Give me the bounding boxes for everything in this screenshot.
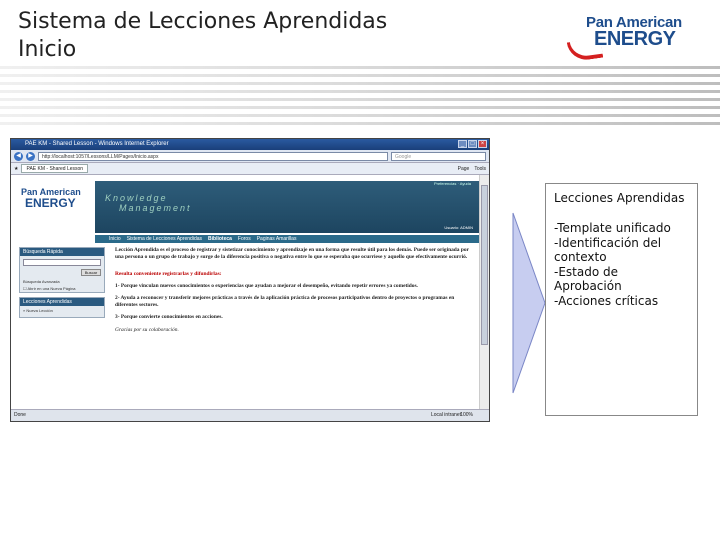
site-content <box>115 247 475 339</box>
logo-line-1: Pan American <box>586 14 682 31</box>
nav-inicio[interactable]: Inicio <box>109 236 121 242</box>
title-line-2: Inicio <box>18 37 77 62</box>
content-item-3: 3- Porque convierte conocimientos en acciones. <box>115 314 223 320</box>
site-top-links[interactable]: Preferencias · Ayuda <box>433 181 471 186</box>
feature-item: -Estado de Aprobación <box>554 264 622 293</box>
feature-item: -Identificación del contexto <box>554 235 662 264</box>
content-heading: Resulta conveniente registrarlas y difundirlas: <box>115 271 222 277</box>
page-scrollbar[interactable] <box>479 175 489 411</box>
browser-status-bar <box>11 409 489 421</box>
slide-title <box>18 8 387 64</box>
title-line-1: Sistema de Lecciones Aprendidas <box>18 9 388 34</box>
nav-paginas-amarillas[interactable]: Paginas Amarillas <box>256 236 297 242</box>
banner-title-2: Management <box>119 203 192 213</box>
company-logo <box>580 14 695 54</box>
back-icon[interactable]: ◀ <box>14 152 23 161</box>
content-item-2: 2- Ayuda a reconocer y transferir mejores prácticas a través de la aplicación práctica de procesos participativos dentro de proyectos o programas en diferentes sectores. <box>115 295 455 308</box>
status-text: Done <box>14 412 26 418</box>
browser-search-input[interactable]: Google <box>391 152 486 161</box>
advanced-search-link[interactable]: Búsqueda Avanzada <box>23 279 60 284</box>
quick-search-title: Búsqueda Rápida <box>20 248 104 256</box>
browser-window-title: PAE KM - Shared Lesson - Windows Internet Explorer <box>25 141 169 147</box>
nav-biblioteca[interactable]: Biblioteca <box>208 236 232 242</box>
browser-screenshot <box>10 138 490 422</box>
web-page <box>11 175 481 411</box>
features-panel <box>545 183 698 416</box>
feature-item: -Template unificado <box>554 221 671 235</box>
scrollbar-thumb[interactable] <box>481 185 488 345</box>
feature-item: -Acciones críticas <box>554 293 659 308</box>
browser-tab[interactable]: PAE KM - Shared Lesson <box>21 164 88 173</box>
new-page-checkbox[interactable] <box>20 285 104 292</box>
site-logo[interactable] <box>13 183 91 231</box>
browser-tab-bar <box>11 163 489 175</box>
url-input[interactable]: http://localhost:1057/Lessons/LLM/Pages/Inicio.aspx <box>38 152 388 161</box>
current-user: Usuario: ADMIN <box>444 225 473 230</box>
lessons-panel-title: Lecciones Aprendidas <box>20 298 104 306</box>
banner-title-1: Knowledge <box>105 193 168 203</box>
quick-search-input[interactable] <box>23 259 101 266</box>
zoom-level[interactable]: 100% <box>460 412 473 418</box>
lessons-panel <box>19 297 105 318</box>
minimize-icon[interactable]: _ <box>458 140 467 148</box>
site-sidebar <box>19 247 105 322</box>
content-item-1: 1- Porque vinculan nuevos conocimientos o experiencias que ayudan a mejorar el desempeño, evitando repetir errores ya cometidos. <box>115 283 418 289</box>
site-logo-line-1: Pan American <box>21 187 81 197</box>
right-arrow-icon <box>512 212 546 394</box>
decorative-stripes <box>0 66 720 132</box>
nav-foros[interactable]: Foros <box>237 236 251 242</box>
nav-lecciones[interactable]: Sistema de Lecciones Aprendidas <box>126 236 203 242</box>
new-page-checkbox-label: Abrir en una Nueva Página <box>27 286 76 291</box>
site-body <box>11 245 481 411</box>
features-panel-title: Lecciones Aprendidas <box>554 191 685 205</box>
security-zone: Local intranet <box>430 412 461 418</box>
favorites-star-icon[interactable]: ★ <box>14 165 19 172</box>
quick-search-panel <box>19 247 105 293</box>
quick-search-button[interactable]: Buscar <box>81 269 101 276</box>
toolbar-tools-menu[interactable]: Tools <box>474 165 486 172</box>
new-lesson-link[interactable]: » Nueva Lección <box>23 308 53 313</box>
site-logo-line-2: ENERGY <box>25 196 76 210</box>
site-header <box>11 175 481 235</box>
content-thanks: Gracias por su colaboración. <box>115 327 179 333</box>
browser-titlebar <box>11 139 489 150</box>
content-intro: Lección Aprendida es el proceso de registrar y sistetizar conocimiento y aprendizaje en una forma que resulte útil para los demás. Puede ser originada por una persona o un grupo de trabajo y surge de la diferencia positiva o negativa entre lo que se esperaba que ocurriese y aquello que efectivamente ocurrió. <box>115 247 469 260</box>
toolbar-page-menu[interactable]: Page <box>457 165 470 172</box>
forward-icon[interactable]: ▶ <box>26 152 35 161</box>
logo-line-2: ENERGY <box>594 28 676 50</box>
checkbox-icon[interactable]: ☐ <box>23 286 27 291</box>
close-icon[interactable]: × <box>478 140 487 148</box>
browser-address-bar <box>11 150 489 163</box>
maximize-icon[interactable]: □ <box>468 140 477 148</box>
site-banner <box>95 181 481 233</box>
site-nav <box>95 235 481 243</box>
